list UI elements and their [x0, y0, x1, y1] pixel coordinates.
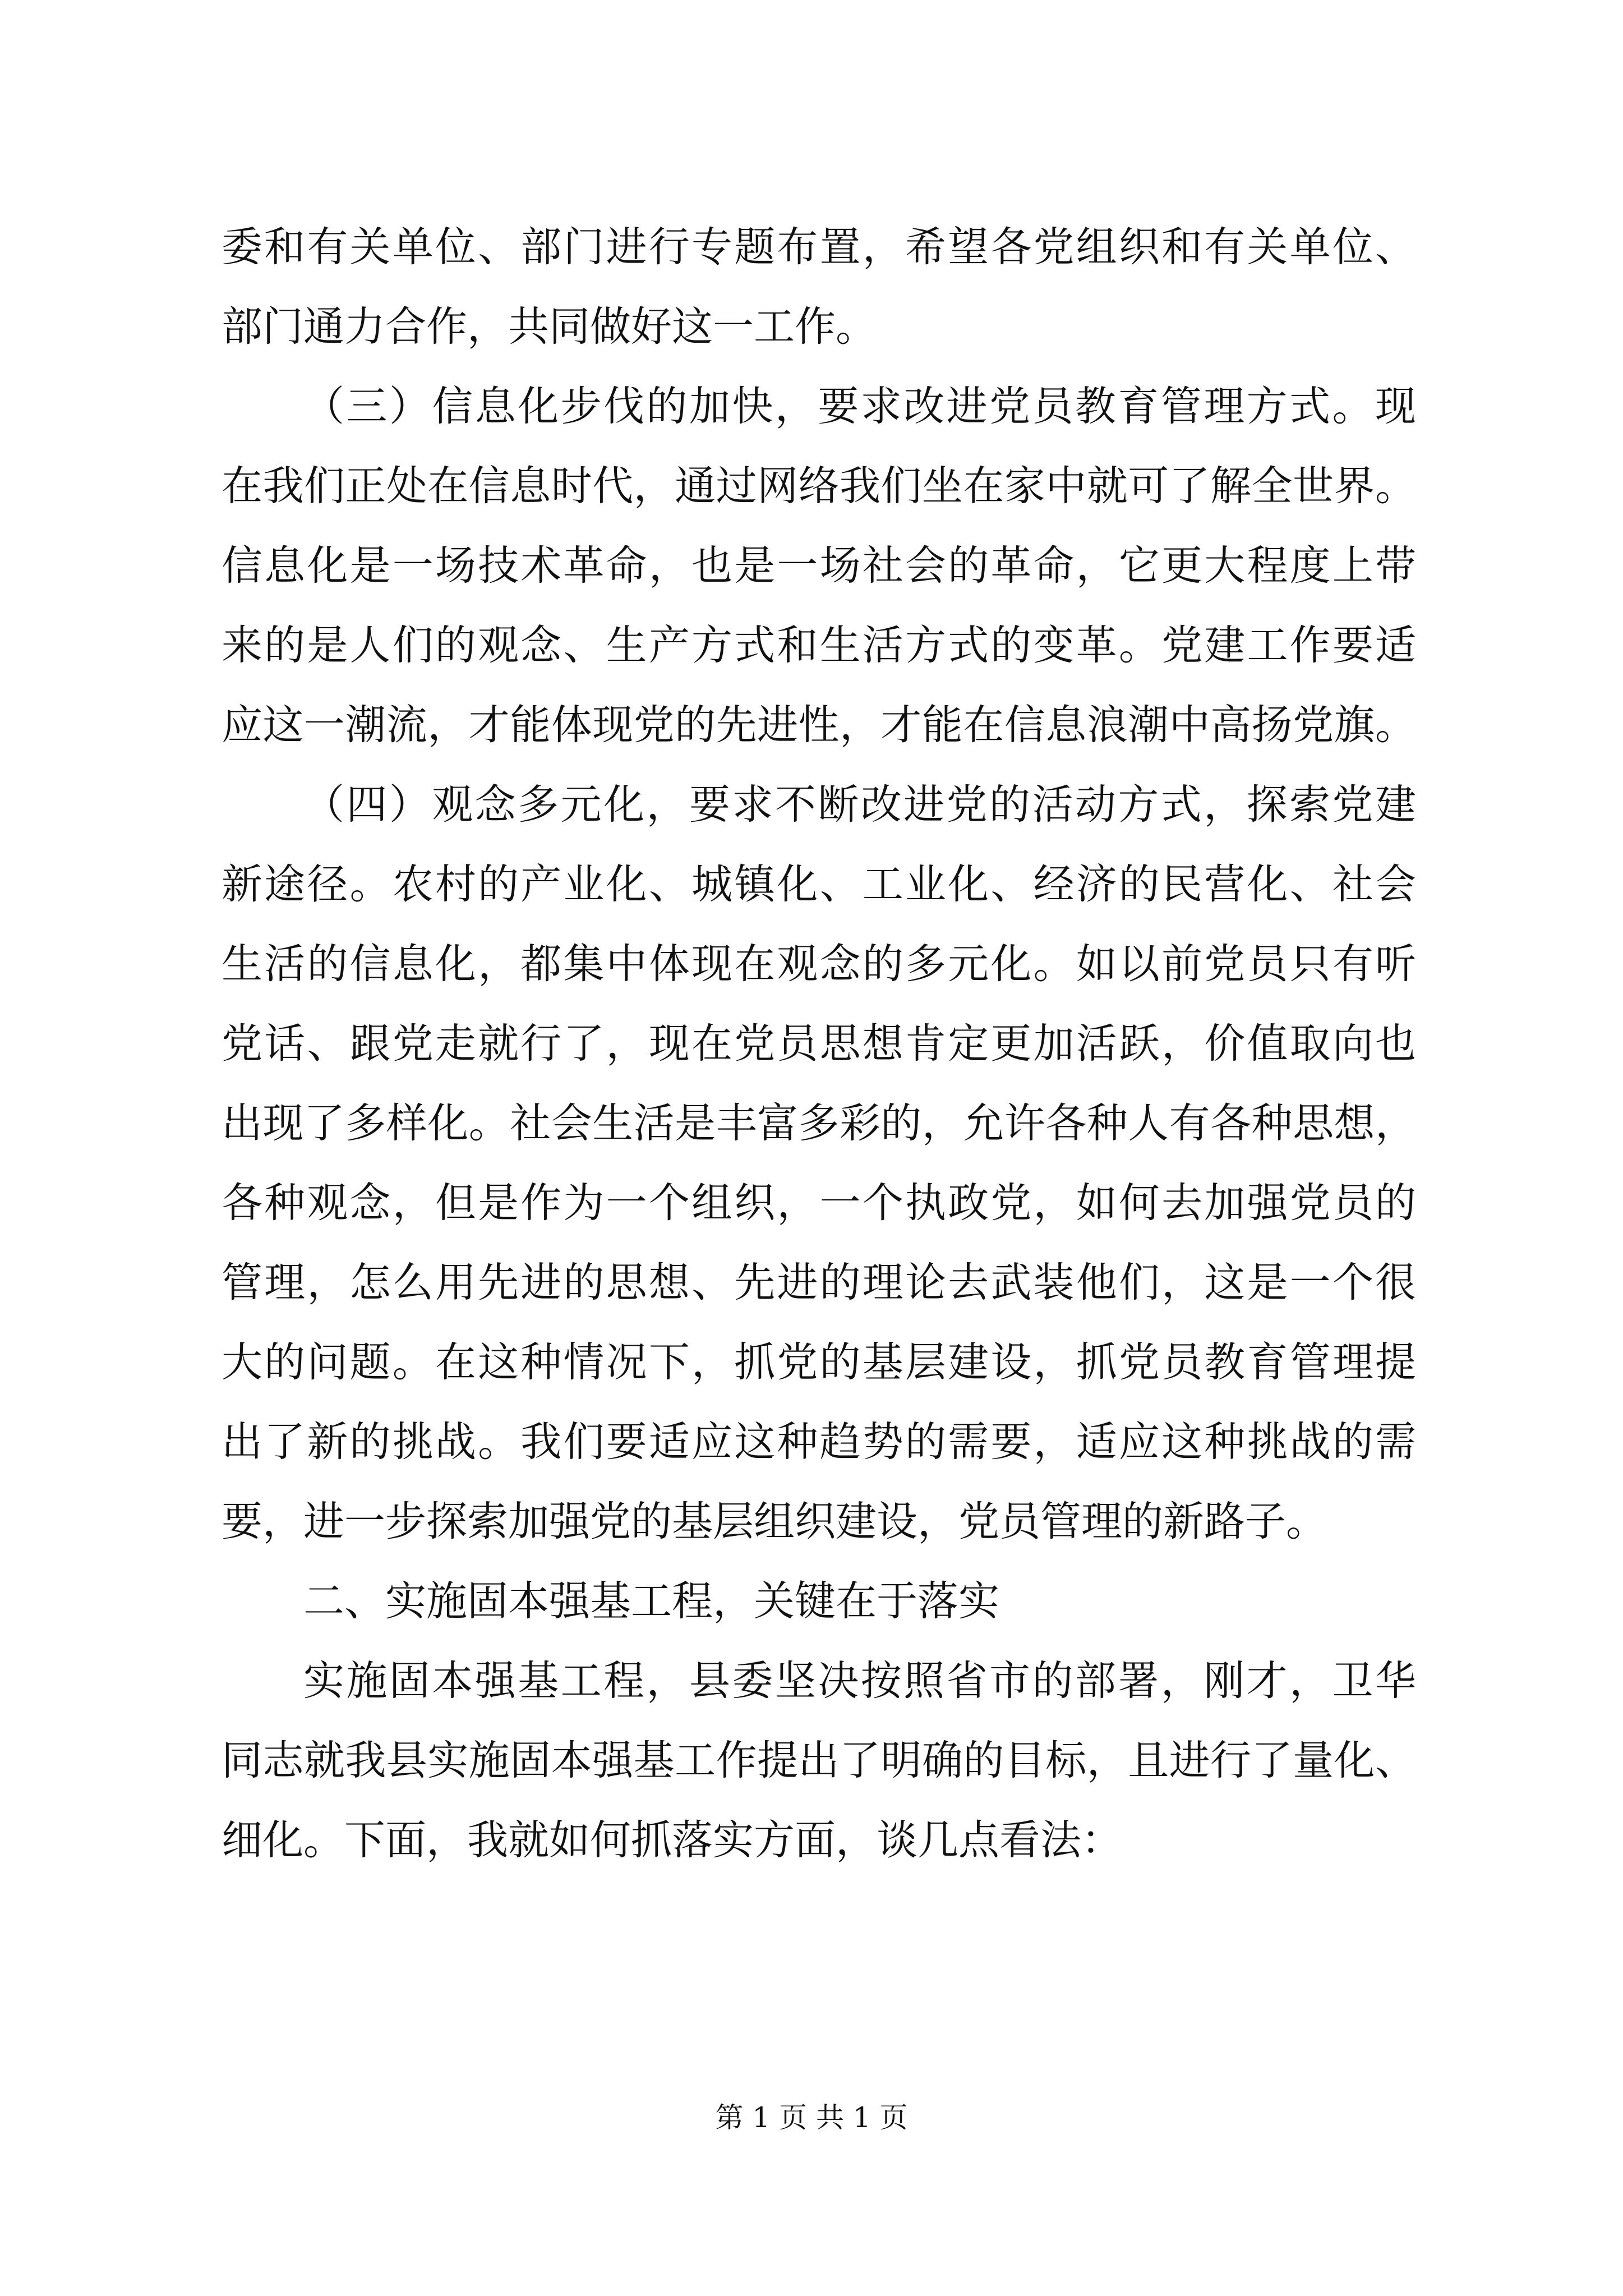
text-line: 在我们正处在信息时代，通过网络我们坐在家中就可了解全世界。 [222, 462, 1416, 510]
text-line: 委和有关单位、部门进行专题布置，希望各党组织和有关单位、 [222, 223, 1416, 271]
text-line: 信息化是一场技术革命，也是一场社会的革命，它更大程度上带 [222, 542, 1416, 590]
text-line: （四）观念多元化，要求不断改进党的活动方式，探索党建 [303, 781, 1416, 829]
text-line: 生活的信息化，都集中体现在观念的多元化。如以前党员只有听 [222, 940, 1416, 988]
text-line: 部门通力合作，共同做好这一工作。 [222, 303, 877, 351]
text-line: 出现了多样化。社会生活是丰富多彩的，允许各种人有各种思想， [222, 1099, 1416, 1147]
text-line: 同志就我县实施固本强基工作提出了明确的目标，且进行了量化、 [222, 1737, 1416, 1784]
body-text [222, 208, 1416, 1880]
text-line: 各种观念，但是作为一个组织，一个执政党，如何去加强党员的 [222, 1179, 1416, 1227]
text-line: 党话、跟党走就行了，现在党员思想肯定更加活跃，价值取向也 [222, 1020, 1416, 1068]
section-heading: 二、实施固本强基工程，关键在于落实 [303, 1577, 999, 1625]
text-line: 管理，怎么用先进的思想、先进的理论去武装他们，这是一个很 [222, 1259, 1416, 1306]
text-line: 细化。下面，我就如何抓落实方面，谈几点看法： [222, 1816, 1122, 1864]
text-line: （三）信息化步伐的加快，要求改进党员教育管理方式。现 [303, 383, 1416, 430]
text-line: 出了新的挑战。我们要适应这种趋势的需要，适应这种挑战的需 [222, 1418, 1416, 1466]
text-line: 大的问题。在这种情况下，抓党的基层建设，抓党员教育管理提 [222, 1338, 1416, 1386]
page-number-footer: 第 1 页 共 1 页 [715, 2101, 908, 2134]
text-line: 要，进一步探索加强党的基层组织建设，党员管理的新路子。 [222, 1498, 1327, 1545]
text-line: 来的是人们的观念、生产方式和生活方式的变革。党建工作要适 [222, 622, 1416, 669]
text-line: 新途径。农村的产业化、城镇化、工业化、经济的民营化、社会 [222, 861, 1416, 908]
text-line: 应这一潮流，才能体现党的先进性，才能在信息浪潮中高扬党旗。 [222, 701, 1416, 749]
text-line: 实施固本强基工程，县委坚决按照省市的部署，刚才，卫华 [303, 1657, 1416, 1705]
